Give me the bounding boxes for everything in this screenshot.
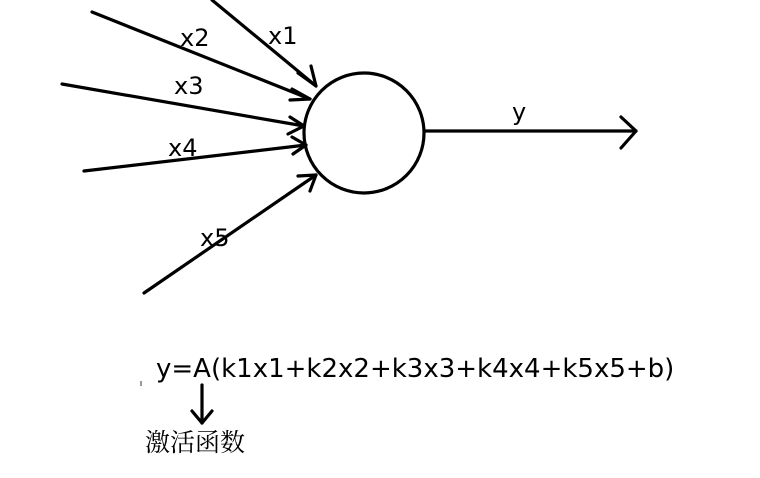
output-label-y: y [512, 98, 527, 126]
neuron-circle [304, 73, 424, 193]
input-arrow-x5 [144, 175, 316, 293]
neuron-formula: y=A(k1x1+k2x2+k3x3+k4x4+k5x5+b) [156, 354, 675, 384]
input-label-x4: x4 [168, 134, 198, 162]
activation-function-label: 激活函数 [145, 428, 246, 457]
input-label-x5: x5 [200, 224, 230, 252]
input-arrow-x1 [212, 0, 316, 86]
input-label-x1: x1 [268, 22, 298, 50]
output-arrow-y [424, 117, 636, 148]
activation-pointer-arrow [192, 385, 212, 423]
input-label-x3: x3 [174, 72, 204, 100]
input-label-x2: x2 [180, 24, 210, 52]
